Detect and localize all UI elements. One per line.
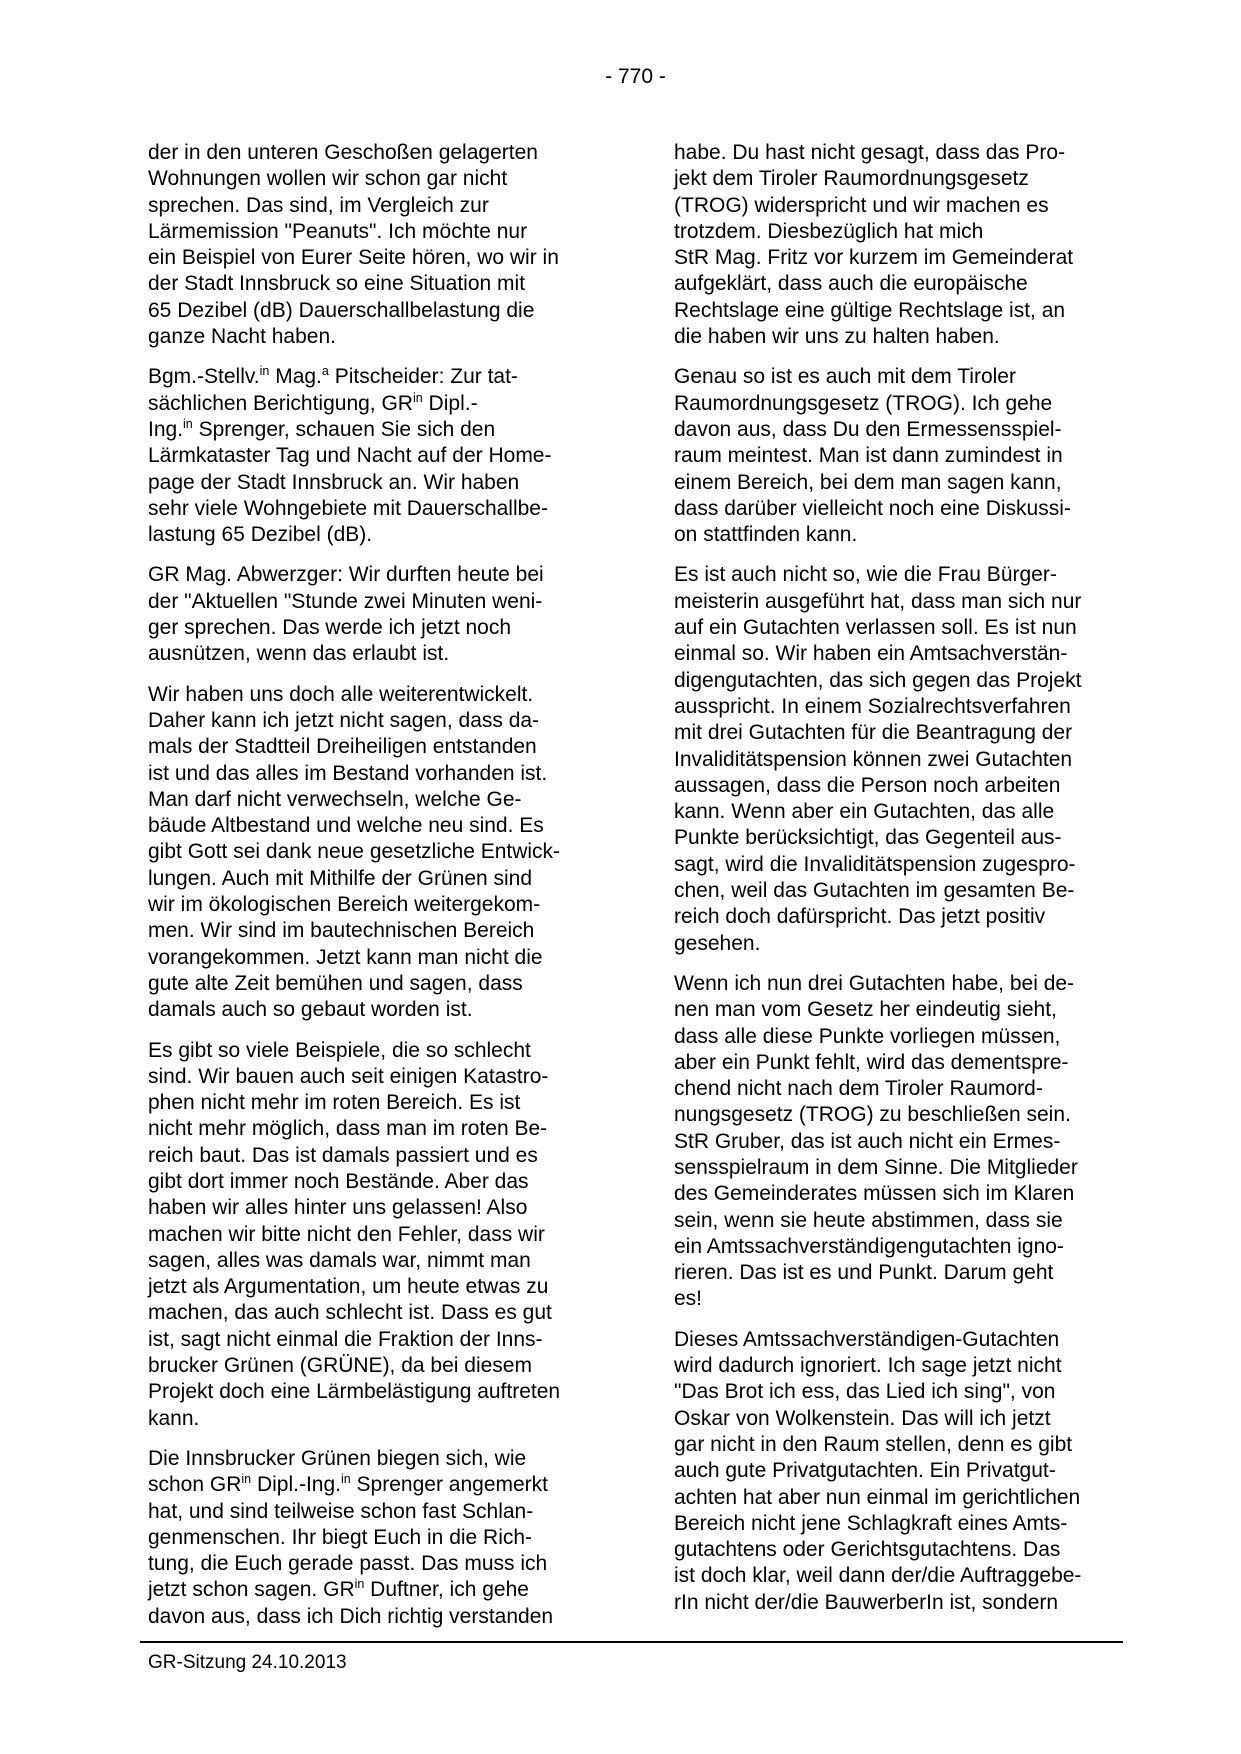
text-line: damals auch so gebaut worden ist. — [148, 998, 473, 1022]
text-columns — [148, 140, 1138, 1644]
text-line: ger sprechen. Das werde ich jetzt noch — [148, 616, 512, 640]
text-line: lungen. Auch mit Mithilfe der Grünen sind — [148, 866, 533, 890]
text-line: Bereich nicht jene Schlagkraft eines Amts- — [674, 1511, 1068, 1535]
text-line: machen, das auch schlecht ist. Dass es gut — [148, 1301, 552, 1325]
text-line: Daher kann ich jetzt nicht sagen, dass da- — [148, 708, 540, 732]
text-line: Wohnungen wollen wir schon gar nicht — [148, 167, 508, 191]
text-line: phen nicht mehr im roten Bereich. Es ist — [148, 1091, 521, 1115]
text-line: der Stadt Innsbruck so eine Situation mit — [148, 272, 526, 296]
text-line: Ing.$^{in}$ Sprenger, schauen Sie sich den — [148, 416, 496, 441]
text-line: auf ein Gutachten verlassen soll. Es ist nun — [674, 616, 1077, 640]
text-line: 65 Dezibel (dB) Dauerschallbelastung die — [148, 298, 535, 322]
text-line: gute alte Zeit bemühen und sagen, dass — [148, 971, 523, 995]
text-line: (TROG) widerspricht und wir machen es — [674, 193, 1049, 217]
text-line: jetzt als Argumentation, um heute etwas zu — [148, 1275, 549, 1299]
text-line: ist und das alles im Bestand vorhanden ist. — [148, 761, 548, 785]
superscript-suffix: in — [354, 1577, 365, 1592]
text-line: davon aus, dass ich Dich richtig verstanden — [148, 1604, 554, 1628]
text-line: StR Mag. Fritz vor kurzem im Gemeinderat — [674, 246, 1074, 270]
text-line: wir im ökologischen Bereich weitergekom- — [148, 893, 541, 917]
paragraph — [674, 1327, 1138, 1616]
text-line: reich doch dafürspricht. Das jetzt positiv — [674, 905, 1046, 929]
text-line: Es ist auch nicht so, wie die Frau Bürger- — [674, 563, 1057, 587]
text-line: GR Mag. Abwerzger: Wir durften heute bei — [148, 563, 544, 587]
text-line: sind. Wir bauen auch seit einigen Katastro- — [148, 1064, 549, 1088]
text-line: Invaliditätspension können zwei Gutachten — [674, 747, 1073, 771]
text-line: sächlichen Berichtigung, $GR^{in}$ Dipl.- — [148, 390, 478, 415]
text-line: lastung 65 Dezibel (dB). — [148, 523, 373, 547]
text-line: reich baut. Das ist damals passiert und es — [148, 1143, 538, 1167]
text-line: Punkte berücksichtigt, das Gegenteil aus- — [674, 826, 1062, 850]
text-line: der in den unteren Geschoßen gelagerten — [148, 141, 538, 164]
superscript-suffix: a — [321, 364, 329, 379]
text-line: brucker Grünen (GRÜNE), da bei diesem — [148, 1354, 532, 1378]
text-line: Lärmemission "Peanuts". Ich möchte nur — [148, 219, 528, 243]
text-line: gesehen. — [674, 931, 761, 955]
text-line: gutachtens oder Gerichtsgutachtens. Das — [674, 1538, 1061, 1562]
text-line: genmenschen. Ihr biegt Euch in die Rich- — [148, 1525, 533, 1549]
text-line: habe. Du hast nicht gesagt, dass das Pro- — [674, 141, 1066, 164]
text-line: Es gibt so viele Beispiele, die so schlecht — [148, 1038, 531, 1062]
text-line: sein, wenn sie heute abstimmen, dass sie — [674, 1208, 1063, 1232]
text-line: nicht mehr möglich, dass man im roten Be- — [148, 1117, 548, 1141]
text-line: rieren. Das ist es und Punkt. Darum geht — [674, 1261, 1054, 1285]
text-line: ausnützen, wenn das erlaubt ist. — [148, 642, 450, 666]
superscript-suffix: in — [183, 416, 193, 431]
text-line: einem Bereich, bei dem man sagen kann, — [674, 470, 1062, 494]
text-line: aber ein Punkt fehlt, wird das dementspre- — [674, 1050, 1069, 1074]
text-line: sagen, alles was damals war, nimmt man — [148, 1248, 531, 1272]
text-line: bäude Altbestand und welche neu sind. Es — [148, 814, 544, 838]
text-line: Wenn ich nun drei Gutachten habe, bei de- — [674, 971, 1075, 995]
text-line: ganze Nacht haben. — [148, 325, 336, 349]
text-line: Oskar von Wolkenstein. Das will ich jetzt — [674, 1406, 1051, 1430]
text-line: aufgeklärt, dass auch die europäische — [674, 272, 1028, 296]
paragraph — [148, 140, 612, 350]
footer-divider — [140, 1641, 1123, 1643]
text-line: jetzt schon sagen. $GR^{in}$ Duftner, ich gehe — [148, 1577, 529, 1602]
text-line: ein Amtssachverständigengutachten igno- — [674, 1234, 1064, 1258]
text-line: on stattfinden kann. — [674, 523, 858, 547]
text-line: digengutachten, das sich gegen das Projekt — [674, 668, 1082, 692]
text-line: sagt, wird die Invaliditätspension zugespro- — [674, 852, 1076, 876]
text-line: dass darüber vielleicht noch eine Diskussi- — [674, 496, 1071, 520]
text-line: "Das Brot ich ess, das Lied ich sing", von — [674, 1380, 1056, 1404]
text-line: ein Beispiel von Eurer Seite hören, wo wir in — [148, 246, 559, 270]
text-line: gibt Gott sei dank neue gesetzliche Entwick- — [148, 840, 561, 864]
text-line: Rechtslage eine gültige Rechtslage ist, an — [674, 298, 1066, 322]
text-line: machen wir bitte nicht den Fehler, dass wir — [148, 1222, 545, 1246]
text-line: trotzdem. Diesbezüglich hat mich — [674, 219, 984, 243]
text-line: kann. — [148, 1406, 200, 1430]
text-line: sehr viele Wohngebiete mit Dauerschallbe- — [148, 496, 548, 520]
text-line: Projekt doch eine Lärmbelästigung auftreten — [148, 1380, 561, 1404]
text-line: Dieses Amtssachverständigen-Gutachten — [674, 1327, 1060, 1351]
text-line: ist, sagt nicht einmal die Fraktion der Inns- — [148, 1327, 543, 1351]
text-line: Man darf nicht verwechseln, welche Ge- — [148, 787, 522, 811]
text-line: gar nicht in den Raum stellen, denn es gibt — [674, 1432, 1073, 1456]
text-line: nen man vom Gesetz her eindeutig sieht, — [674, 998, 1057, 1022]
text-line: dass alle diese Punkte vorliegen müssen, — [674, 1024, 1061, 1048]
footer-session-label: GR-Sitzung 24.10.2013 — [148, 1652, 347, 1673]
text-line: auch gute Privatgutachten. Ein Privatgut- — [674, 1459, 1056, 1483]
text-line: raum meintest. Man ist dann zumindest in — [674, 444, 1063, 468]
text-line: sprechen. Das sind, im Vergleich zur — [148, 193, 489, 217]
text-line: kann. Wenn aber ein Gutachten, das alle — [674, 800, 1055, 824]
text-line: men. Wir sind im bautechnischen Bereich — [148, 919, 535, 943]
superscript-suffix: in — [340, 1472, 351, 1487]
text-line: chend nicht nach dem Tiroler Raumord- — [674, 1077, 1043, 1101]
text-line: mals der Stadtteil Dreiheiligen entstanden — [148, 735, 537, 759]
text-line: tung, die Euch gerade passt. Das muss ich — [148, 1552, 548, 1576]
paragraph — [674, 562, 1138, 956]
text-line: aussagen, dass die Person noch arbeiten — [674, 773, 1061, 797]
text-line: nungsgesetz (TROG) zu beschließen sein. — [674, 1103, 1071, 1127]
text-line: des Gemeinderates müssen sich im Klaren — [674, 1182, 1075, 1206]
text-line: Wir haben uns doch alle weiterentwickelt. — [148, 682, 534, 706]
text-line: wird dadurch ignoriert. Ich sage jetzt nicht — [674, 1354, 1062, 1378]
text-line: page der Stadt Innsbruck an. Wir haben — [148, 470, 520, 494]
superscript-suffix: in — [412, 390, 423, 405]
paragraph — [148, 1446, 612, 1630]
text-line: ausspricht. In einem Sozialrechtsverfahren — [674, 694, 1071, 718]
paragraph — [148, 1038, 612, 1432]
text-line: Lärmkataster Tag und Nacht auf der Home- — [148, 444, 552, 468]
text-line: es! — [674, 1287, 703, 1311]
text-line: jekt dem Tiroler Raumordnungsgesetz — [674, 167, 1029, 191]
text-line: sensspielraum in dem Sinne. Die Mitglieder — [674, 1155, 1078, 1179]
text-line: gibt dort immer noch Bestände. Aber das — [148, 1169, 529, 1193]
page-number: - 770 - — [605, 65, 666, 88]
text-line: hat, und sind teilweise schon fast Schlan- — [148, 1499, 534, 1523]
text-line: vorangekommen. Jetzt kann man nicht die — [148, 945, 543, 969]
text-line: Genau so ist es auch mit dem Tiroler — [674, 365, 1016, 389]
text-line: StR Gruber, das ist auch nicht ein Ermes- — [674, 1129, 1061, 1153]
text-line: Die Innsbrucker Grünen biegen sich, wie — [148, 1446, 527, 1470]
text-line: achten hat aber nun einmal im gerichtlichen — [674, 1485, 1081, 1509]
paragraph — [674, 364, 1138, 548]
text-line: der "Aktuellen "Stunde zwei Minuten weni- — [148, 589, 543, 613]
superscript-suffix: in — [259, 364, 270, 379]
text-line: einmal so. Wir haben ein Amtsachverstän- — [674, 642, 1068, 666]
text-line: mit drei Gutachten für die Beantragung der — [674, 721, 1073, 745]
text-line: schon $GR^{in}$ Dipl.-Ing.$^{in}$ Sprenger angemerkt — [148, 1472, 548, 1497]
text-line: chen, weil das Gutachten im gesamten Be- — [674, 879, 1075, 903]
text-line: Raumordnungsgesetz (TROG). Ich gehe — [674, 391, 1053, 415]
text-line: die haben wir uns zu halten haben. — [674, 325, 1000, 349]
text-line: meisterin ausgeführt hat, dass man sich nur — [674, 589, 1082, 613]
paragraph — [674, 140, 1138, 350]
superscript-suffix: in — [241, 1472, 252, 1487]
text-line: rIn nicht der/die BauwerberIn ist, sondern — [674, 1590, 1059, 1614]
text-column-left — [148, 140, 612, 1644]
paragraph — [148, 682, 612, 1024]
text-line: davon aus, dass Du den Ermessensspiel- — [674, 417, 1062, 441]
text-column-right — [674, 140, 1138, 1644]
text-line: haben wir alles hinter uns gelassen! Also — [148, 1196, 528, 1220]
paragraph — [148, 562, 612, 667]
text-line: ist doch klar, weil dann der/die Auftraggebe- — [674, 1564, 1082, 1588]
paragraph — [674, 971, 1138, 1313]
paragraph — [148, 364, 612, 548]
text-line: Bgm.-Stellv.$^{in}$ Mag.$^a$ Pitscheider: Zur tat- — [148, 364, 518, 389]
